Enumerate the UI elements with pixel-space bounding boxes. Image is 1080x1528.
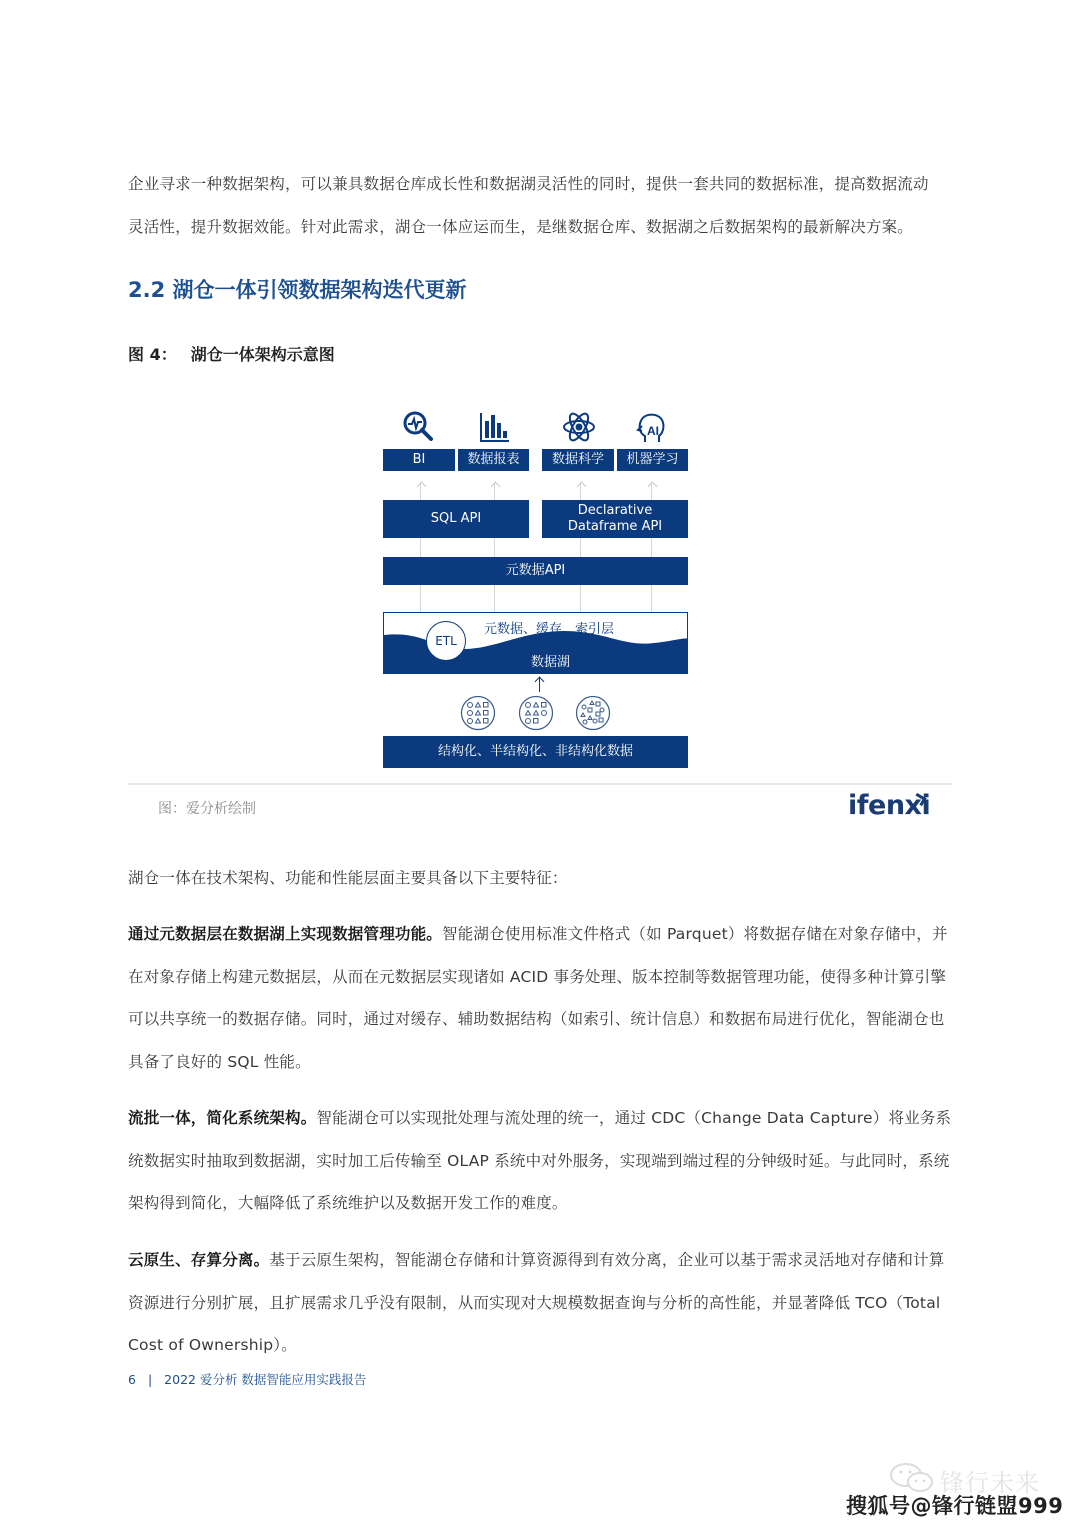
figure-caption: 图：爱分析绘制 (158, 801, 256, 817)
feature-3-text: 基于云原生架构，智能湖仓存储和计算资源得到有效分离，企业可以基于需求灵活地对存储和计算资源进行分别扩展，且扩展需求几乎没有限制，从而实现对大规模数据查询与分析的高性能，并显著降低 TCO（Total Cost of Ownership）。 (128, 1251, 945, 1354)
figure-number: 图 4： (128, 345, 177, 364)
arrow-up-icon (577, 482, 587, 492)
feature-paragraph-3 (128, 1239, 952, 1367)
figure-title (128, 342, 335, 365)
features-intro: 湖仓一体在技术架构、功能和性能层面主要具备以下主要特征： (128, 869, 568, 887)
watermark-source: 搜狐号@锋行链盟999 (846, 1494, 1064, 1518)
structured-data-icon (460, 695, 496, 731)
atom-icon (561, 409, 597, 445)
dataframe-api-line2: Dataframe API (567, 519, 663, 534)
arrow-up-icon (535, 677, 545, 687)
section-title: 2.2 湖仓一体引领数据架构迭代更新 (128, 278, 467, 302)
feature-2-heading: 流批一体，简化系统架构。 (128, 1109, 317, 1127)
feature-1-text: 智能湖仓使用标准文件格式（如 Parquet）将数据存储在对象存储中，并在对象存储上构建元数据层，从而在元数据层实现诸如 ACID 事务处理、版本控制等数据管理功能，使得多种计算引擎可以共享统一的数据存储。同时，通过对缓存、辅助数据结构（如索引、统计信息）和数据布局进行优化，智能湖仓也具备了良好的 SQL 性能。 (128, 925, 948, 1071)
figure-title-text: 湖仓一体架构示意图 (190, 345, 335, 364)
intro-paragraph (128, 163, 952, 248)
data-lake-box (383, 612, 688, 674)
sql-api-box: SQL API (383, 500, 529, 538)
bi-search-icon (401, 409, 437, 445)
ifenxi-logo: ifenxi (848, 790, 931, 821)
feature-2-text: 智能湖仓可以实现批处理与流处理的统一，通过 CDC（Change Data Capture）将业务系统数据实时抽取到数据湖，实时加工后传输至 OLAP 系统中对外服务，实现端到端过程的分钟级时延。与此同时，系统架构得到简化，大幅降低了系统维护以及数据开发工作的难度。 (128, 1109, 952, 1212)
data-sources-bar: 结构化、半结构化、非结构化数据 (383, 736, 688, 768)
machine-learning-box: 机器学习 (617, 449, 688, 471)
bar-chart-icon (477, 409, 513, 445)
unstructured-data-icon (575, 695, 611, 731)
arrow-up-icon (417, 482, 427, 492)
lakehouse-architecture-diagram (383, 405, 688, 770)
etl-cycle-icon: ETL (426, 621, 466, 661)
feature-1-heading: 通过元数据层在数据湖上实现数据管理功能。 (128, 925, 443, 943)
page-footer (128, 1370, 366, 1388)
feature-paragraph-2 (128, 1097, 952, 1225)
report-title: 2022 爱分析 数据智能应用实践报告 (164, 1372, 367, 1387)
svg-text:AI: AI (647, 424, 659, 438)
page-number: 6 (128, 1372, 136, 1387)
figure-divider (128, 783, 952, 785)
bi-box: BI (383, 449, 455, 471)
intro-line-2: 灵活性，提升数据效能。针对此需求，湖仓一体应运而生，是继数据仓库、数据湖之后数据架构的最新解决方案。 (128, 217, 914, 236)
watermark-account: 锋行未来 (940, 1469, 1040, 1497)
arrow-up-icon (648, 482, 658, 492)
ai-head-icon (633, 409, 669, 445)
footer-separator: | (147, 1372, 153, 1387)
intro-line-1: 企业寻求一种数据架构，可以兼具数据仓库成长性和数据湖灵活性的同时，提供一套共同的数据标准，提高数据流动 (128, 175, 929, 193)
feature-paragraph-1 (128, 913, 952, 1083)
report-box: 数据报表 (458, 449, 529, 471)
data-lake-label: 数据湖 (530, 655, 570, 670)
metadata-cache-index-layer: 元数据、缓存、索引层 (484, 622, 615, 637)
dataframe-api-line1: Declarative (577, 503, 653, 518)
feature-3-heading: 云原生、存算分离。 (128, 1251, 270, 1269)
arrow-up-icon (491, 482, 501, 492)
data-science-box: 数据科学 (542, 449, 614, 471)
metadata-api-box: 元数据API (383, 557, 688, 585)
dataframe-api-box (542, 500, 688, 538)
semi-structured-data-icon (518, 695, 554, 731)
